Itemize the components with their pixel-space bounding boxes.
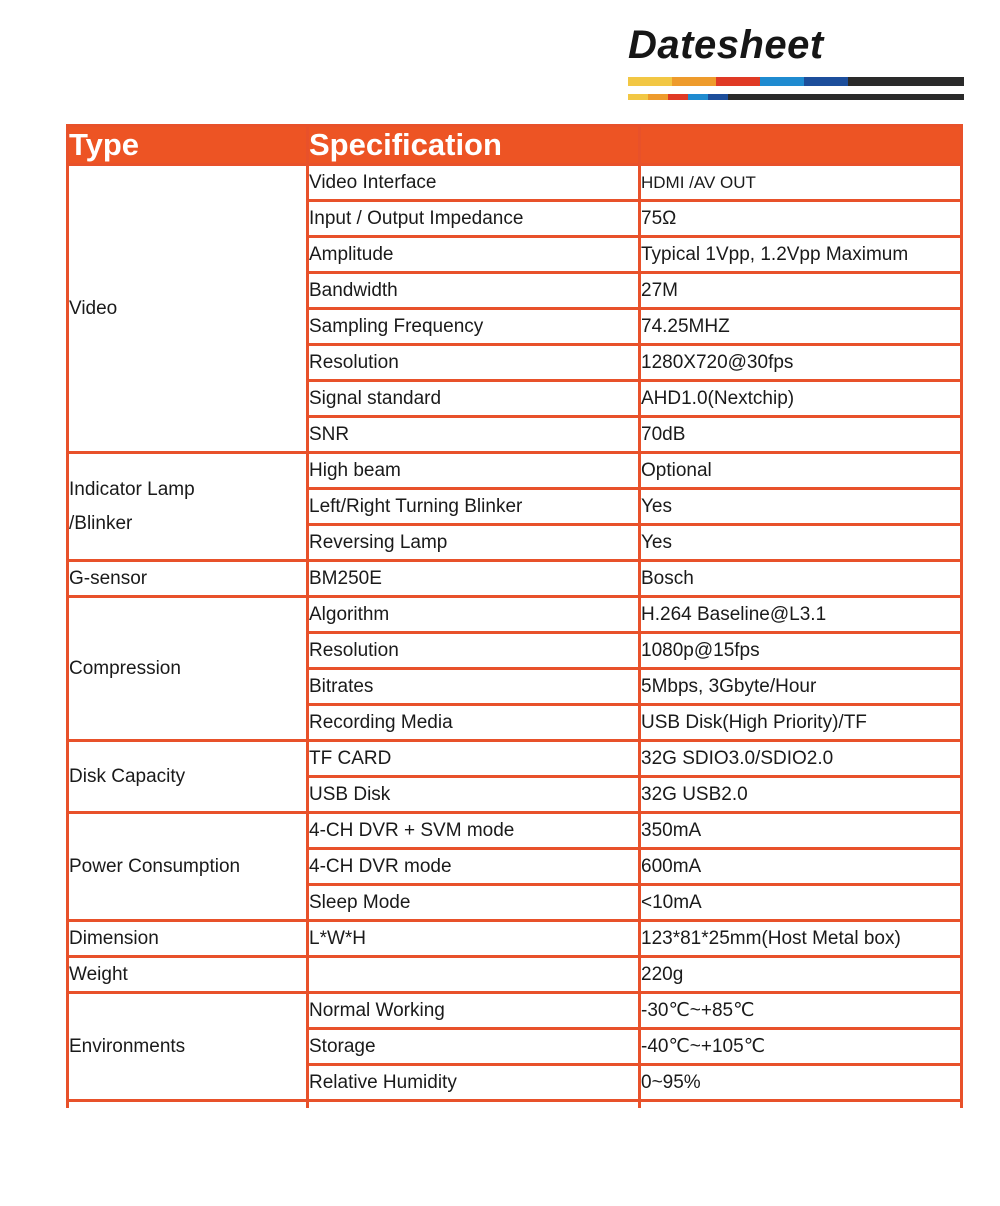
table-row [68, 561, 962, 597]
empty-cell [640, 1101, 962, 1109]
type-cell [68, 561, 308, 597]
column-header-type: Type [68, 126, 308, 165]
value-cell: -40℃~+105℃ [640, 1029, 962, 1065]
value-cell: Yes [640, 489, 962, 525]
parameter-cell: TF CARD [308, 741, 640, 777]
type-cell [68, 741, 308, 813]
value-cell: <10mA [640, 885, 962, 921]
color-stripe-top [628, 77, 964, 86]
stripe-segment [804, 77, 848, 86]
parameter-cell: Resolution [308, 633, 640, 669]
value-cell: 1280X720@30fps [640, 345, 962, 381]
table-row [68, 453, 962, 489]
parameter-cell: Algorithm [308, 597, 640, 633]
parameter-cell: Signal standard [308, 381, 640, 417]
parameter-cell: 4-CH DVR + SVM mode [308, 813, 640, 849]
value-cell: HDMI /AV OUT [640, 165, 962, 201]
type-cell [68, 957, 308, 993]
value-cell: 123*81*25mm(Host Metal box) [640, 921, 962, 957]
table-row [68, 597, 962, 633]
stripe-segment [848, 77, 964, 86]
value-cell: -30℃~+85℃ [640, 993, 962, 1029]
parameter-cell: Recording Media [308, 705, 640, 741]
parameter-cell [308, 957, 640, 993]
value-cell: 74.25MHZ [640, 309, 962, 345]
value-cell: AHD1.0(Nextchip) [640, 381, 962, 417]
parameter-cell: Input / Output Impedance [308, 201, 640, 237]
spec-table-body [68, 165, 962, 1109]
value-cell: 70dB [640, 417, 962, 453]
value-cell: Yes [640, 525, 962, 561]
value-cell: 220g [640, 957, 962, 993]
value-cell: 75Ω [640, 201, 962, 237]
type-label: G-sensor [69, 567, 148, 589]
value-cell: Typical 1Vpp, 1.2Vpp Maximum [640, 237, 962, 273]
value-cell: 0~95% [640, 1065, 962, 1101]
table-row [68, 921, 962, 957]
stripe-segment [668, 94, 688, 100]
parameter-cell: USB Disk [308, 777, 640, 813]
parameter-cell: BM250E [308, 561, 640, 597]
table-continuation-row [68, 1101, 962, 1109]
value-cell: Optional [640, 453, 962, 489]
value-cell: H.264 Baseline@L3.1 [640, 597, 962, 633]
stripe-segment [628, 94, 648, 100]
type-label: Video [69, 297, 118, 319]
table-row [68, 957, 962, 993]
parameter-cell: Amplitude [308, 237, 640, 273]
stripe-segment [672, 77, 716, 86]
type-cell [68, 993, 308, 1101]
column-header-specification: Specification [308, 126, 640, 165]
type-cell [68, 165, 308, 453]
value-cell: 5Mbps, 3Gbyte/Hour [640, 669, 962, 705]
parameter-cell: Sampling Frequency [308, 309, 640, 345]
stripe-segment [648, 94, 668, 100]
value-cell: 1080p@15fps [640, 633, 962, 669]
parameter-cell: Normal Working [308, 993, 640, 1029]
value-cell: 32G USB2.0 [640, 777, 962, 813]
parameter-cell: Relative Humidity [308, 1065, 640, 1101]
value-cell: Bosch [640, 561, 962, 597]
value-cell: 600mA [640, 849, 962, 885]
parameter-cell: Storage [308, 1029, 640, 1065]
stripe-segment [716, 77, 760, 86]
value-cell: USB Disk(High Priority)/TF [640, 705, 962, 741]
table-row [68, 741, 962, 777]
stripe-segment [760, 77, 804, 86]
parameter-cell: Resolution [308, 345, 640, 381]
color-stripe-bottom [628, 94, 964, 100]
page-title: Datesheet [628, 23, 824, 67]
parameter-cell: Reversing Lamp [308, 525, 640, 561]
parameter-cell: L*W*H [308, 921, 640, 957]
type-label: Indicator Lamp [69, 478, 195, 500]
value-cell: 32G SDIO3.0/SDIO2.0 [640, 741, 962, 777]
parameter-cell: Video Interface [308, 165, 640, 201]
table-row [68, 813, 962, 849]
spec-table [66, 124, 963, 1108]
parameter-cell: Sleep Mode [308, 885, 640, 921]
parameter-cell: 4-CH DVR mode [308, 849, 640, 885]
empty-cell [308, 1101, 640, 1109]
column-header-value [640, 126, 962, 165]
stripe-segment [688, 94, 708, 100]
stripe-segment [628, 77, 672, 86]
type-label: Dimension [69, 927, 159, 949]
parameter-cell: Left/Right Turning Blinker [308, 489, 640, 525]
type-label: Compression [69, 657, 181, 679]
type-cell [68, 597, 308, 741]
type-cell [68, 453, 308, 561]
type-cell [68, 921, 308, 957]
table-header-row [68, 126, 962, 165]
value-cell: 350mA [640, 813, 962, 849]
type-label: /Blinker [69, 512, 133, 534]
stripe-segment [728, 94, 964, 100]
parameter-cell: Bandwidth [308, 273, 640, 309]
type-label: Environments [69, 1035, 186, 1057]
type-cell [68, 813, 308, 921]
type-label: Disk Capacity [69, 765, 186, 787]
empty-cell [68, 1101, 308, 1109]
type-label: Power Consumption [69, 855, 241, 877]
value-cell: 27M [640, 273, 962, 309]
parameter-cell: SNR [308, 417, 640, 453]
parameter-cell: Bitrates [308, 669, 640, 705]
parameter-cell: High beam [308, 453, 640, 489]
type-label: Weight [69, 963, 128, 985]
table-row [68, 993, 962, 1029]
stripe-segment [708, 94, 728, 100]
table-row [68, 165, 962, 201]
